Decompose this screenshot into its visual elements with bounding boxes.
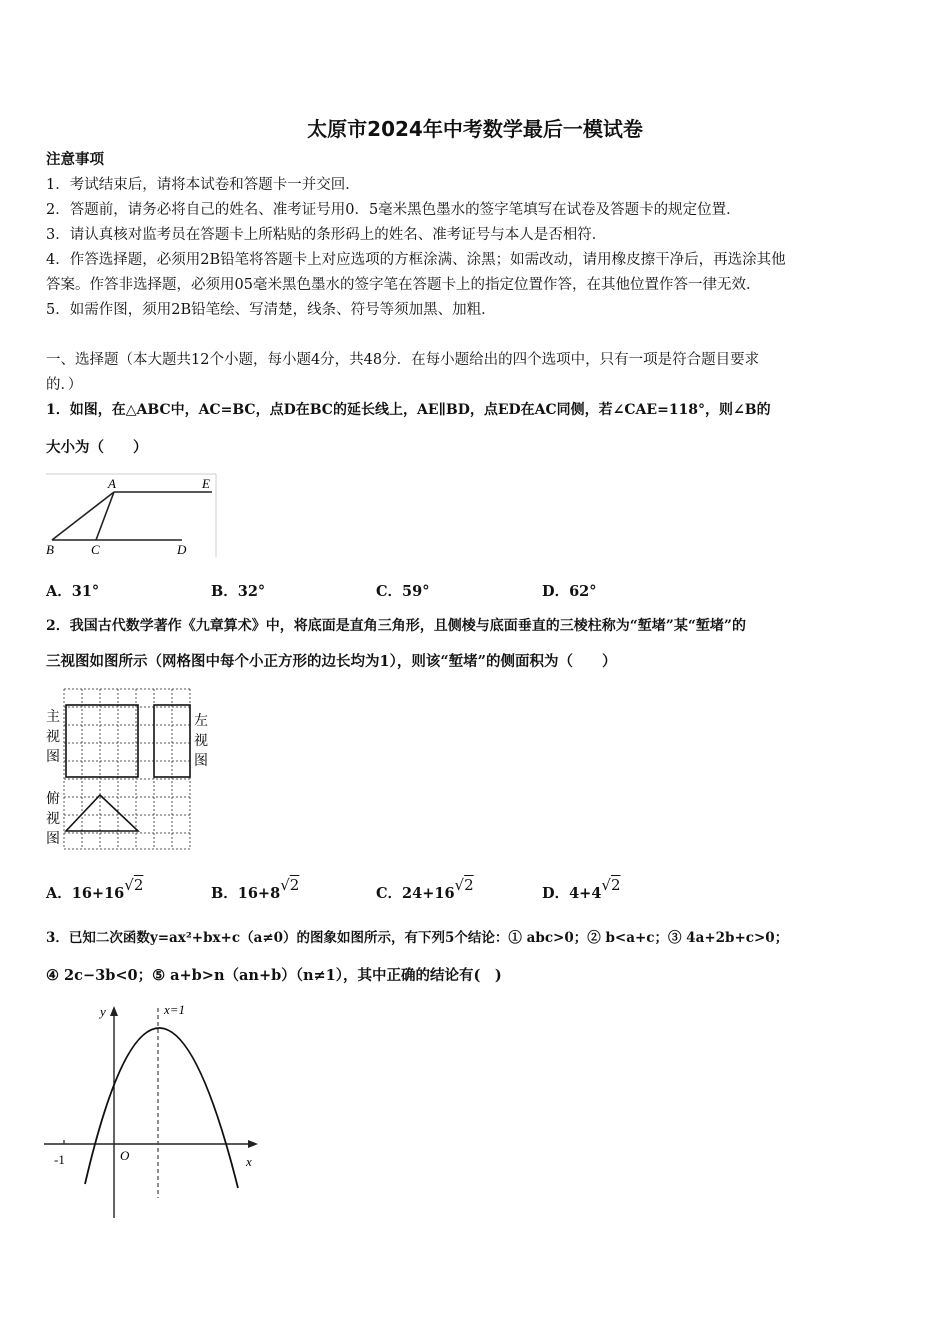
page-title: 太原市2024年中考数学最后一模试卷 [307,117,643,141]
q2-option-d-text: D．4+4 [542,885,602,902]
sqrt-sign: √2 [454,876,474,894]
section-heading-cont: 的．） [46,377,83,393]
sqrt-radicand: 2 [289,876,300,894]
q1-option-b[interactable]: B．32° [211,583,266,600]
label-a: A [108,476,116,491]
front-label-1: 主 [46,709,60,725]
top-label-3: 图 [46,831,60,847]
q2-option-c-text: C．24+16 [376,885,455,902]
q3-parabola-figure [40,998,270,1223]
sqrt-sign: √2 [601,876,621,894]
q2-stem-cont: 三视图如图所示（网格图中每个小正方形的边长均为1），则该“堑堵”的侧面积为（ ） [46,653,617,670]
left-label-1: 左 [194,713,208,729]
sqrt-sign: √2 [124,876,144,894]
front-label-3: 图 [46,749,60,765]
q1-stem-cont: 大小为（ ） [46,439,148,456]
notes-item: 答案。作答非选择题，必须用05毫米黑色墨水的签字笔在答题卡上的指定位置作答，在其他位置作答一律无效． [46,277,761,293]
front-label-2: 视 [46,729,60,745]
notes-item: 2．答题前，请务必将自己的姓名、准考证号用0．5毫米黑色墨水的签字笔填写在试卷及答题卡的规定位置． [46,202,741,218]
label-b: B [46,542,54,557]
left-label-3: 图 [194,753,208,769]
sqrt-radicand: 2 [464,876,474,894]
y-axis-arrow [110,1006,118,1016]
top-view-triangle [66,795,138,831]
label-c: C [91,542,100,557]
top-label-1: 俯 [46,791,60,807]
q2-option-a-text: A．16+16 [46,885,125,902]
label-d: D [177,542,187,557]
label-origin: O [120,1148,130,1163]
notes-heading: 注意事项 [46,151,104,168]
q2-option-d[interactable] [542,876,621,903]
sqrt-radicand: 2 [610,876,621,894]
q2-option-b-text: B．16+8 [211,885,281,902]
parabola-curve [85,1028,238,1188]
q3-stem-cont: ④ 2c−3b<0；⑤ a+b>n（an+b）（n≠1），其中正确的结论有( ) [46,967,502,984]
sqrt-radicand: 2 [133,876,144,894]
q2-option-c[interactable] [376,876,474,903]
notes-item: 4．作答选择题，必须用2B铅笔将答题卡上对应选项的方框涂满、涂黑；如需改动，请用橡皮擦干净后，再选涂其他 [46,252,786,268]
front-view-rect [66,705,138,777]
q1-option-a[interactable]: A．31° [46,583,100,600]
section-heading: 一、选择题（本大题共12个小题，每小题4分，共48分．在每小题给出的四个选项中，只有一项是符合题目要求 [46,352,760,368]
q2-option-b[interactable] [211,876,300,903]
q1-figure [44,472,219,560]
q2-three-view-figure [42,685,217,855]
left-label-2: 视 [194,733,208,749]
label-y: y [100,1004,106,1019]
q2-option-a[interactable] [46,876,144,903]
notes-item: 5．如需作图，须用2B铅笔绘、写清楚，线条、符号等须加黑、加粗． [46,302,496,318]
q3-stem: 3．已知二次函数y=ax²+bx+c（a≠0）的图象如图所示，有下列5个结论：① abc>0；② b<a+c；③ 4a+2b+c>0； [46,930,789,946]
top-label-2: 视 [46,811,60,827]
notes-item: 3．请认真核对监考员在答题卡上所粘贴的条形码上的姓名、准考证号与本人是否相符． [46,227,607,243]
sqrt-sign: √2 [280,876,300,894]
q1-stem: 1．如图，在△ABC中，AC=BC，点D在BC的延长线上，AE∥BD，点ED在AC同侧，若∠CAE=118°，则∠B的 [46,402,771,418]
label-e: E [202,476,210,491]
q1-option-d[interactable]: D．62° [542,583,597,600]
x-axis-arrow [248,1140,258,1148]
label-neg-one: -1 [54,1152,65,1167]
label-x: x [246,1154,252,1169]
q1-option-c[interactable]: C．59° [376,583,430,600]
label-axis-x-eq-1: x=1 [164,1002,186,1017]
notes-item: 1．考试结束后，请将本试卷和答题卡一并交回． [46,177,360,193]
q2-stem: 2．我国古代数学著作《九章算术》中，将底面是直角三角形，且侧棱与底面垂直的三棱柱称为“堑堵”某“堑堵”的 [46,618,746,634]
